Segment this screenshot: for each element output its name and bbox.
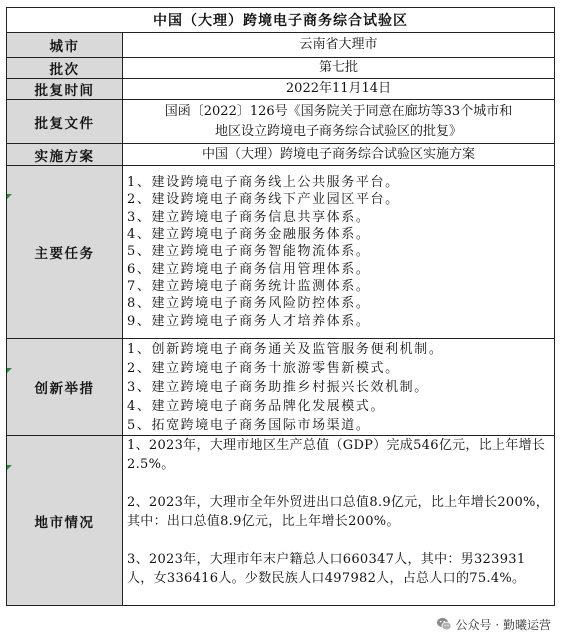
table-row bbox=[7, 58, 555, 79]
watermark-text: 公众号 · 勤曦运营 bbox=[455, 617, 551, 632]
row-label-market: 地市情况 bbox=[7, 436, 123, 606]
info-table bbox=[6, 7, 555, 606]
cell-corner-mark bbox=[7, 194, 12, 199]
market-paragraph: 2、2023年，大理市全年外贸进出口总值8.9亿元，比上年增长200%，其中：出口总值8.9亿元，比上年增长200%。 bbox=[127, 495, 549, 529]
list-item: 8、建立跨境电子商务风险防控体系。 bbox=[127, 296, 371, 312]
innovations-list bbox=[123, 339, 555, 436]
row-value-batch: 第七批 bbox=[123, 58, 555, 79]
row-label-innovations: 创新举措 bbox=[7, 339, 123, 436]
approval-doc-line: 地区设立跨境电子商务综合试验区的批复》 bbox=[214, 123, 462, 139]
list-item: 4、建立跨境电子商务品牌化发展模式。 bbox=[127, 398, 386, 414]
table-row bbox=[7, 100, 555, 144]
table-row bbox=[7, 339, 555, 436]
row-value-approval-date: 2022年11月14日 bbox=[123, 79, 555, 100]
wechat-icon bbox=[436, 616, 452, 632]
approval-doc-line: 国函〔2022〕126号《国务院关于同意在廊坊等33个城市和 bbox=[164, 103, 513, 119]
list-item: 5、建立跨境电子商务智能物流体系。 bbox=[127, 244, 371, 260]
list-item: 3、建立跨境电子商务助推乡村振兴长效机制。 bbox=[127, 379, 429, 395]
market-paragraph: 3、2023年，大理市年末户籍总人口660347人，其中：男323931人，女336416人。少数民族人口497982人，占总人口的75.4%。 bbox=[127, 552, 526, 586]
watermark bbox=[433, 613, 554, 635]
table-row bbox=[7, 436, 555, 606]
row-value-plan: 中国（大理）跨境电子商务综合试验区实施方案 bbox=[123, 144, 555, 166]
cell-corner-mark bbox=[7, 368, 12, 373]
row-label-plan: 实施方案 bbox=[7, 144, 123, 166]
list-item: 4、建立跨境电子商务金融服务体系。 bbox=[127, 227, 371, 243]
table-row bbox=[7, 166, 555, 339]
list-item: 5、拓宽跨境电子商务国际市场渠道。 bbox=[127, 417, 371, 433]
row-label-city: 城市 bbox=[7, 33, 123, 58]
list-item: 6、建立跨境电子商务信用管理体系。 bbox=[127, 261, 371, 277]
list-item: 1、建设跨境电子商务线上公共服务平台。 bbox=[127, 175, 400, 191]
table-row bbox=[7, 33, 555, 58]
table-row bbox=[7, 144, 555, 166]
list-item: 2、建立跨境电子商务十旅游零售新模式。 bbox=[127, 360, 400, 376]
list-item: 2、建设跨境电子商务线下产业园区平台。 bbox=[127, 192, 400, 208]
market-info bbox=[123, 436, 555, 606]
row-value-city: 云南省大理市 bbox=[123, 33, 555, 58]
row-label-approval-date: 批复时间 bbox=[7, 79, 123, 100]
list-item: 9、建立跨境电子商务人才培养体系。 bbox=[127, 313, 371, 329]
row-label-approval-doc: 批复文件 bbox=[7, 100, 123, 144]
list-item: 3、建立跨境电子商务信息共享体系。 bbox=[127, 209, 371, 225]
table-title: 中国（大理）跨境电子商务综合试验区 bbox=[7, 8, 555, 33]
row-value-approval-doc bbox=[123, 100, 555, 144]
row-label-main-tasks: 主要任务 bbox=[7, 166, 123, 339]
row-label-batch: 批次 bbox=[7, 58, 123, 79]
market-paragraph: 1、2023年，大理市地区生产总值（GDP）完成546亿元，比上年增长2.5%。 bbox=[127, 438, 546, 472]
cell-corner-mark bbox=[7, 465, 12, 470]
table-row bbox=[7, 79, 555, 100]
list-item: 1、创新跨境电子商务通关及监管服务便利机制。 bbox=[127, 341, 444, 357]
main-tasks-list bbox=[123, 166, 555, 339]
list-item: 7、建立跨境电子商务统计监测体系。 bbox=[127, 278, 371, 294]
